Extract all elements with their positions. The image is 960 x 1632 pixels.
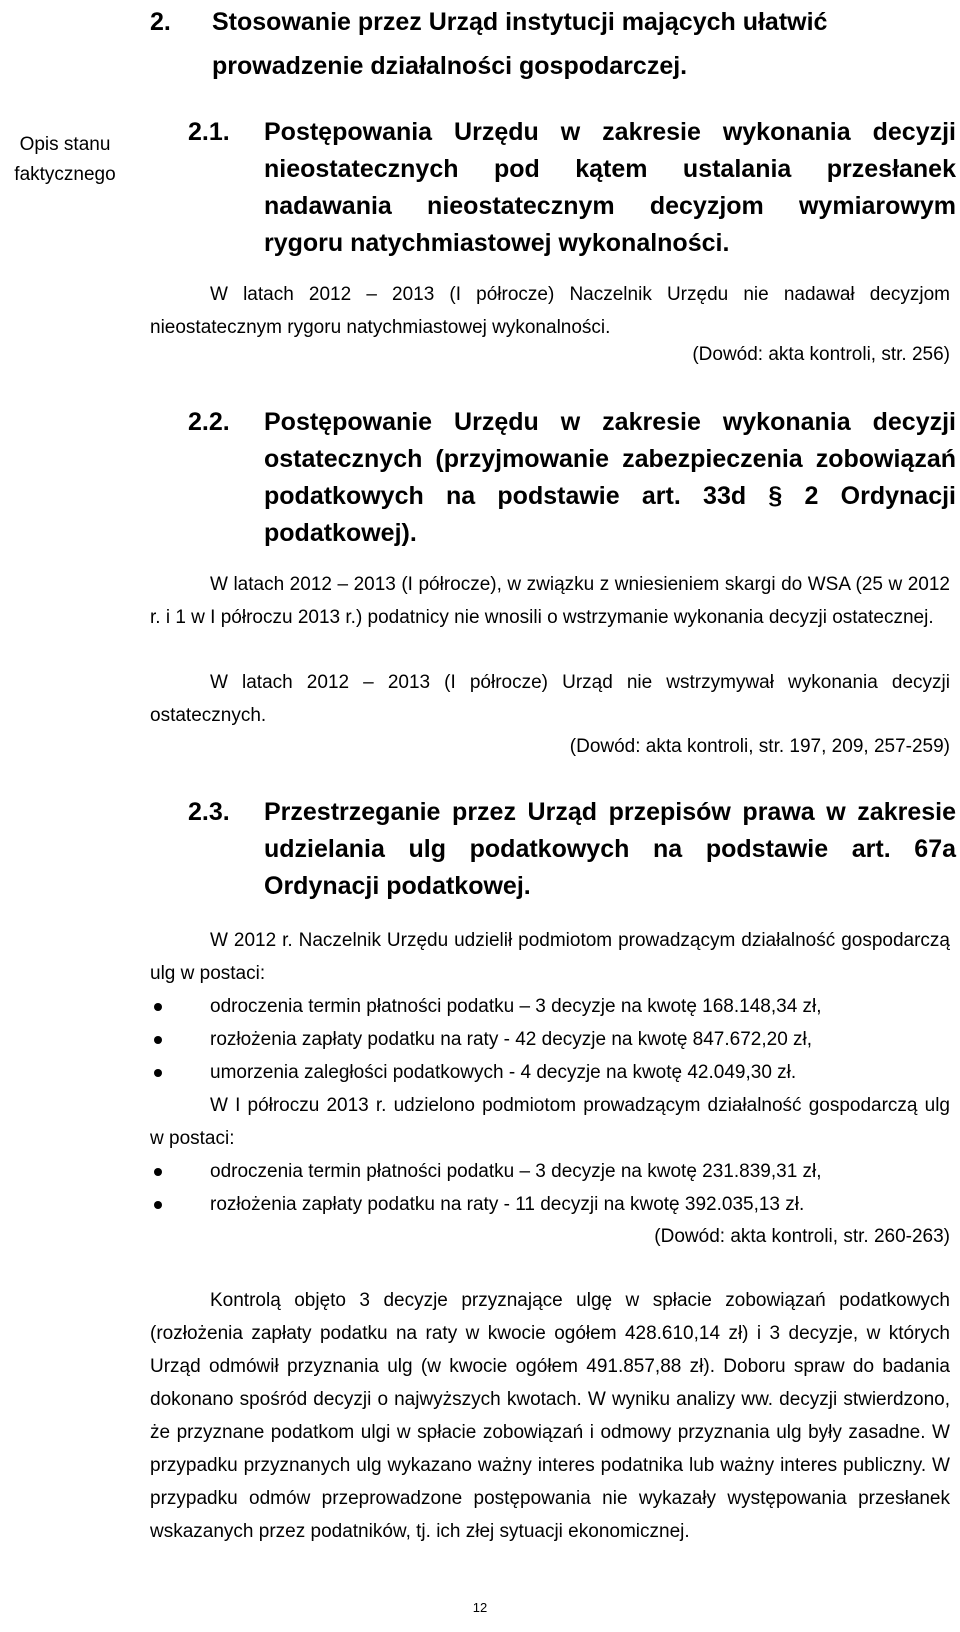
section-number: 2.: [150, 8, 171, 36]
subsection-2-1-heading: [188, 114, 956, 262]
subsection-title: Przestrzeganie przez Urząd przepisów prawa w zakresie udzielania ulg podatkowych na podstawie art. 67a Ordynacji podatkowej.: [264, 798, 956, 900]
paragraph: W I półroczu 2013 r. udzielono podmiotom prowadzącym działalność gospodarczą ulg w postaci:: [150, 1095, 950, 1149]
subsection-number: 2.2.: [188, 408, 230, 436]
subsection-title: Postępowanie Urzędu w zakresie wykonania decyzji ostatecznych (przyjmowanie zabezpieczenia zobowiązań podatkowych na podstawie art. 33d § 2 Ordynacji podatkowej).: [264, 408, 956, 547]
paragraph: W latach 2012 – 2013 (I półrocze) Urząd nie wstrzymywał wykonania decyzji ostatecznych.: [150, 672, 950, 726]
paragraph: Kontrolą objęto 3 decyzje przyznające ulgę w spłacie zobowiązań podatkowych (rozłożenia zapłaty podatku na raty w kwocie ogółem 428.610,14 zł) i 3 decyzje, w których Urząd odmówił przyznania ulg (w kwocie ogółem 491.857,88 zł). Doboru spraw do badania dokonano spośród decyzji o najwyższych kwotach. W wyniku analizy ww. decyzji stwierdzono, że przyznane podatkom ulgi w spłacie zobowiązań i odmowy przyznania ulg były zasadne. W przypadku przyznanych ulg wykazano ważny interes podatnika lub ważny interes publiczny. W przypadku odmów przeprowadzone postępowania nie wykazały występowania przesłanek wskazanych przez podatników, tj. ich złej sytuacji ekonomicznej.: [150, 1290, 950, 1542]
subsection-number: 2.1.: [188, 118, 230, 146]
evidence-note: (Dowód: akta kontroli, str. 197, 209, 257-259): [569, 736, 950, 757]
sidebar-label: [0, 130, 130, 190]
sidebar-label-line2: faktycznego: [14, 164, 116, 185]
bullet-icon: [154, 1201, 162, 1209]
subsection-number: 2.3.: [188, 798, 230, 826]
subsection-2-3-heading: [188, 794, 956, 905]
section-title: Stosowanie przez Urząd instytucji mających ułatwić prowadzenie działalności gospodarczej.: [212, 8, 828, 80]
sidebar-label-line1: Opis stanu: [19, 134, 111, 155]
bullet-icon: [154, 1168, 162, 1176]
bullet-icon: [154, 1036, 162, 1044]
paragraph: W latach 2012 – 2013 (I półrocze), w związku z wniesieniem skargi do WSA (25 w 2012 r. i 1 w I półroczu 2013 r.) podatnicy nie wnosili o wstrzymanie wykonania decyzji ostatecznej.: [150, 574, 950, 628]
bullet-icon: [154, 1003, 162, 1011]
subsection-title: Postępowania Urzędu w zakresie wykonania decyzji nieostatecznych pod kątem ustalania przesłanek nadawania nieostatecznym decyzjom wymiarowym rygoru natychmiastowej wykonalności.: [264, 118, 956, 257]
paragraph: W latach 2012 – 2013 (I półrocze) Naczelnik Urzędu nie nadawał decyzjom nieostatecznym rygoru natychmiastowej wykonalności.: [150, 284, 950, 338]
evidence-note: (Dowód: akta kontroli, str. 260-263): [654, 1226, 950, 1247]
document-page: 2. Stosowanie przez Urząd instytucji mających ułatwić prowadzenie działalności gospodarczej. Opis stanu faktycznego 2.1. Postępowania Urzędu w zakresie wykonania decyzji nieostatecznych pod kątem ustalania przesłanek nadawania nieostatecznym decyzjom wymiarowym rygoru natychmiastowej wykonalności. W latach 2012 – 2013 (I półrocze) Naczelnik Urzędu nie nadawał decyzjom nieostatecznym rygoru natychmiastowej wykonalności. (Dowód: akta kontroli, str. 256) 2.2. Postępowanie Urzędu w zakresie wykonania decyzji ostatecznych (przyjmowanie zabezpieczenia zobowiązań podatkowych na podstawie art. 33d § 2 Ordynacji podatkowej). W latach 2012 – 2013 (I półrocze), w związku z wniesieniem skargi do WSA (25 w 2012 r. i 1 w I półroczu 2013 r.) podatnicy nie wnosili o wstrzymanie wykonania decyzji ostatecznej. W latach 2012 – 2013 (I półrocze) Urząd nie wstrzymywał wykonania decyzji ostatecznych. (Dowód: akta kontroli, str. 197, 209, 257-259) 2.3. Przestrzeganie przez Urząd przepisów prawa w zakresie udzielania ulg podatkowych na podstawie art. 67a Ordynacji podatkowej. W 2012 r. Naczelnik Urzędu udzielił podmiotom prowadzącym działalność gospodarczą ulg w postaci: odroczenia termin płatności podatku – 3 decyzje na kwotę 168.148,34 zł, rozłożenia zapłaty podatku na raty - 42 decyzje na kwotę 847.672,20 zł, umorzenia zaległości podatkowych - 4 decyzje na kwotę 42.049,30 zł. W I półroczu 2013 r. udzielono podmiotom prowadzącym działalność gospodarczą ulg w postaci: odroczenia termin płatności podatku – 3 decyzje na kwotę 231.839,31 zł, rozłożenia zapłaty podatku na raty - 11 decyzji na kwotę 392.035,13 zł. (Dowód: akta kontroli, str. 260-263) Kontrolą objęto 3 decyzje przyznające ulgę w spłacie zobowiązań podatkowych (rozłożenia zapłaty podatku na raty w kwocie ogółem 428.610,14 zł) i 3 decyzje, w których Urząd odmówił przyznania ulg (w kwocie ogółem 491.857,88 zł). Doboru spraw do badania dokonano spośród decyzji o najwyższych kwotach. W wyniku analizy ww. decyzji stwierdzono, że przyznane podatkom ulgi w spłacie zobowiązań i odmowy przyznania ulg były zasadne. W przypadku przyznanych ulg wykazano ważny interes podatnika lub ważny interes publiczny. W przypadku odmów przeprowadzone postępowania nie wykazały występowania przesłanek wskazanych przez podatników, tj. ich złej sytuacji ekonomicznej. 12: [0, 0, 960, 1632]
paragraph: W 2012 r. Naczelnik Urzędu udzielił podmiotom prowadzącym działalność gospodarczą ulg w postaci:: [150, 930, 950, 984]
evidence-note: (Dowód: akta kontroli, str. 256): [692, 344, 950, 365]
bullet-icon: [154, 1069, 162, 1077]
page-number: 12: [472, 1600, 488, 1615]
subsection-2-2-heading: [188, 404, 956, 552]
